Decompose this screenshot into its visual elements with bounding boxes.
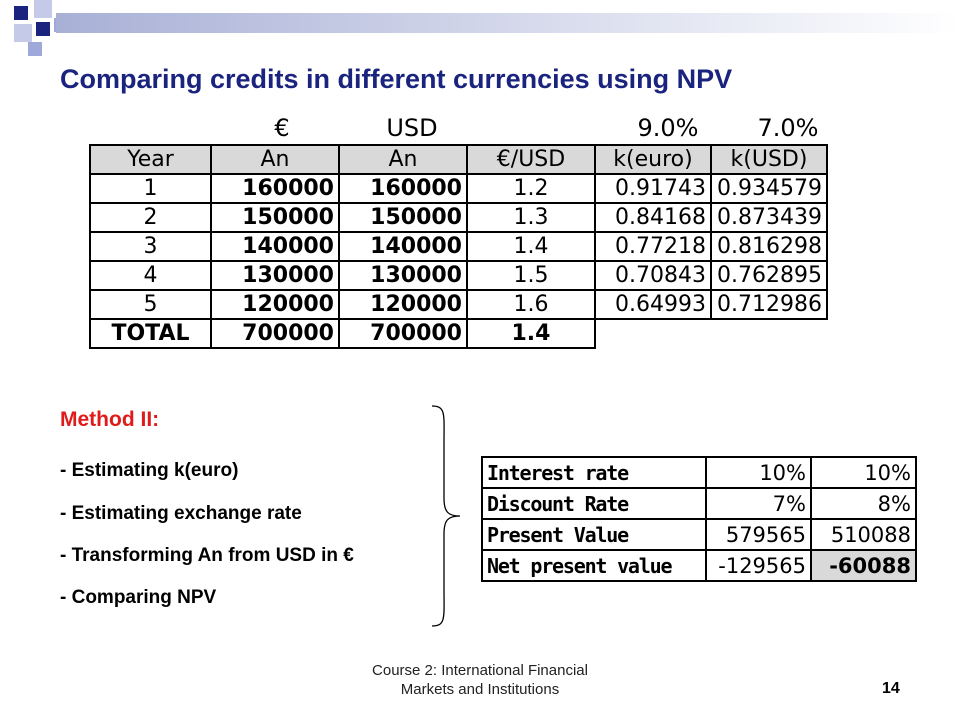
table-row bbox=[90, 174, 827, 203]
k-euro-cell: 0.77218 bbox=[595, 232, 711, 261]
value-cell: 510088 bbox=[811, 519, 916, 550]
currency-label-usd: USD bbox=[386, 114, 438, 142]
k-euro-cell: 0.84168 bbox=[595, 203, 711, 232]
year-cell: 1 bbox=[90, 174, 211, 203]
empty-cell bbox=[595, 319, 711, 348]
an-euro-cell: 120000 bbox=[211, 290, 339, 319]
method-step: - Estimating exchange rate bbox=[60, 503, 302, 524]
k-usd-cell: 0.934579 bbox=[711, 174, 827, 203]
row-label: Present Value bbox=[482, 519, 706, 550]
decor-square-navy bbox=[36, 22, 50, 36]
an-usd-cell: 120000 bbox=[339, 290, 467, 319]
decor-square-lavender bbox=[28, 42, 42, 56]
cashflow-table bbox=[89, 144, 828, 349]
empty-cell bbox=[711, 319, 827, 348]
k-usd-cell: 0.762895 bbox=[711, 261, 827, 290]
exchange-rate-cell: 1.4 bbox=[467, 232, 595, 261]
k-euro-cell: 0.91743 bbox=[595, 174, 711, 203]
decor-square-lavender bbox=[34, 0, 52, 18]
exchange-rate-cell: 1.2 bbox=[467, 174, 595, 203]
value-cell: 8% bbox=[811, 488, 916, 519]
table-row bbox=[482, 457, 916, 488]
total-label-cell: TOTAL bbox=[90, 319, 211, 348]
an-euro-cell: 140000 bbox=[211, 232, 339, 261]
row-label: Interest rate bbox=[482, 457, 706, 488]
value-cell: 10% bbox=[811, 457, 916, 488]
right-brace-icon bbox=[430, 404, 464, 628]
exchange-rate-cell: 1.6 bbox=[467, 290, 595, 319]
header-gradient-band bbox=[56, 13, 960, 33]
footer-course-name bbox=[330, 661, 630, 699]
table-header-row bbox=[90, 145, 827, 174]
decor-square-lavender bbox=[14, 24, 32, 42]
row-label: Discount Rate bbox=[482, 488, 706, 519]
exchange-rate-cell: 1.3 bbox=[467, 203, 595, 232]
method-step: - Estimating k(euro) bbox=[60, 460, 239, 481]
method-step: - Transforming An from USD in € bbox=[60, 545, 354, 566]
k-euro-cell: 0.64993 bbox=[595, 290, 711, 319]
table-row bbox=[482, 519, 916, 550]
discount-rate-usd-label: 7.0% bbox=[757, 114, 819, 142]
header-cell: An bbox=[211, 145, 339, 174]
header-cell: Year bbox=[90, 145, 211, 174]
footer-line: Markets and Institutions bbox=[400, 681, 560, 698]
discount-rate-euro-label: 9.0% bbox=[637, 114, 699, 142]
row-label: Net present value bbox=[482, 550, 706, 581]
total-exchange-rate-cell: 1.4 bbox=[467, 319, 595, 348]
table-row bbox=[90, 232, 827, 261]
year-cell: 4 bbox=[90, 261, 211, 290]
year-cell: 2 bbox=[90, 203, 211, 232]
currency-label-euro: € bbox=[274, 114, 290, 142]
header-cell: €/USD bbox=[467, 145, 595, 174]
an-usd-cell: 150000 bbox=[339, 203, 467, 232]
year-cell: 3 bbox=[90, 232, 211, 261]
npv-comparison-table bbox=[481, 456, 917, 582]
table-row bbox=[90, 203, 827, 232]
an-usd-cell: 140000 bbox=[339, 232, 467, 261]
value-cell: -129565 bbox=[706, 550, 811, 581]
total-an-usd-cell: 700000 bbox=[339, 319, 467, 348]
exchange-rate-cell: 1.5 bbox=[467, 261, 595, 290]
slide-title: Comparing credits in different currencies using NPV bbox=[60, 64, 733, 94]
table-row bbox=[482, 550, 916, 581]
header-cell: k(USD) bbox=[711, 145, 827, 174]
an-euro-cell: 160000 bbox=[211, 174, 339, 203]
header-cell: An bbox=[339, 145, 467, 174]
an-usd-cell: 160000 bbox=[339, 174, 467, 203]
table-row bbox=[90, 261, 827, 290]
total-an-euro-cell: 700000 bbox=[211, 319, 339, 348]
k-usd-cell: 0.816298 bbox=[711, 232, 827, 261]
an-euro-cell: 130000 bbox=[211, 261, 339, 290]
method-heading: Method II: bbox=[60, 408, 160, 431]
k-usd-cell: 0.712986 bbox=[711, 290, 827, 319]
decor-square-navy bbox=[14, 6, 28, 20]
footer-line: Course 2: International Financial bbox=[372, 662, 588, 679]
k-euro-cell: 0.70843 bbox=[595, 261, 711, 290]
an-euro-cell: 150000 bbox=[211, 203, 339, 232]
method-step: - Comparing NPV bbox=[60, 587, 217, 608]
header-cell: k(euro) bbox=[595, 145, 711, 174]
year-cell: 5 bbox=[90, 290, 211, 319]
total-row bbox=[90, 319, 827, 348]
value-cell: 10% bbox=[706, 457, 811, 488]
an-usd-cell: 130000 bbox=[339, 261, 467, 290]
value-cell: 579565 bbox=[706, 519, 811, 550]
value-cell: 7% bbox=[706, 488, 811, 519]
page-number: 14 bbox=[882, 680, 900, 697]
highlighted-value-cell: -60088 bbox=[811, 550, 916, 581]
k-usd-cell: 0.873439 bbox=[711, 203, 827, 232]
table-row bbox=[482, 488, 916, 519]
table-row bbox=[90, 290, 827, 319]
